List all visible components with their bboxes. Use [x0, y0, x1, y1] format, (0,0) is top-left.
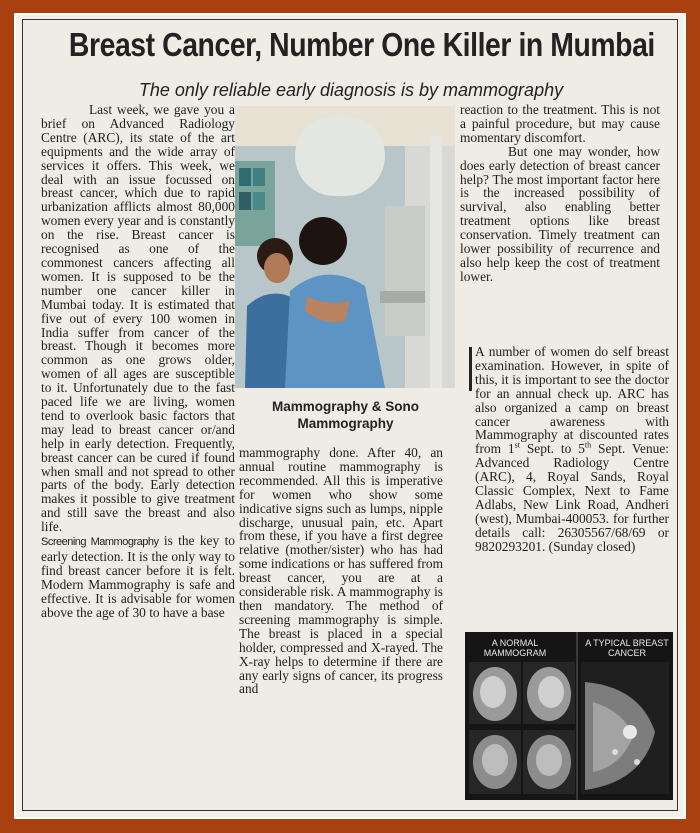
xray-label-normal: A NORMAL MAMMOGRAM — [483, 638, 547, 658]
photo-caption: Mammography & Sono Mammography — [271, 399, 419, 431]
column-2 — [239, 446, 443, 696]
headline: Breast Cancer, Number One Killer in Mumbai — [68, 26, 655, 63]
mammogram-comparison-image — [465, 632, 673, 800]
xray-label-cancer: A TYPICAL BREAST CANCER — [585, 638, 669, 658]
mammography-photo — [235, 106, 455, 388]
column-1-text: Last week, we gave you a brief on Advanced Radiology Centre (ARC), its state of the art equipments and the wide array of services it offers. This week, we deal with an issue focussed on breast cancer, which due to rapid urbanization afflicts almost 80,000 women every year and is constantly on the rise. Breast cancer is recognised as one of the commonest cancers affecting all women. It is supposed to be the number one cancer killer in Mumbai today. It is estimated that five out of every 100 women in India suffer from cancer of the breast. Though it becomes more common as one grows older, women of all ages are susceptible to it. Unfortunately due to the fast paced life we are living, women tend to overlook basic factors that may lead to breast cancer or/and help in early detection. Frequently, breast cancer can be cured if found when small and not spread to other parts of the body. Early detection makes it possible to give treatment and still save the breast and also life. — [41, 102, 235, 535]
column-3-top — [460, 103, 660, 284]
column-3-paragraph-2: But one may wonder, how does early detection of breast cancer help? The most important factor here is the increased possibility of survival, also enabling better treatment options like breast conservation. Timely treatment can lower possibility of recurrence and also help keep the cost of treatment lower. — [460, 143, 660, 284]
superscript-th: th — [584, 440, 592, 450]
camp-text-part-1: A number of women do self breast examination. However, in spite of this, it is important to see the doctor for an annual check up. ARC has also organized a camp on breast cancer awareness with Mammography at discounted rates from 1 — [475, 344, 669, 457]
newspaper-clipping — [22, 19, 678, 811]
camp-text-part-2: Sept. to 5 — [519, 441, 585, 457]
column-2-text: mammography done. After 40, an annual routine mammography is recommended. All this is imperative for women who show some indicative signs such as lumps, nipple discharge, unusual pain, etc. Apart from these, if you have a first degree relative (mother/sister) who has had some indications or has suffered from breast cancer, you are at a considerable risk. A mammography is then mandatory. The method of screening mammography is simple. The breast is placed in a special holder, compressed and X-rayed. The X-ray helps to determine if there are any early signs of cancer, its progress and — [239, 445, 443, 697]
column-3-bottom — [475, 345, 669, 554]
sidebar-rule — [469, 347, 472, 391]
camp-text-part-3: Sept. Venue: Advanced Radiology Centre (ARC), 4, Royal Sands, Royal Classic Complex, Next to Fame Adlabs, New Link Road, Andheri (west), Mumbai-400053. for further details call: 26305567/68/69 or 9820293201. (Sunday closed) — [475, 441, 670, 554]
column-1-continued — [41, 534, 235, 619]
screening-heading: Screening Mammography — [41, 536, 159, 549]
column-3-camp-text — [475, 345, 669, 554]
subheadline: The only reliable early diagnosis is by mammography — [138, 80, 564, 100]
column-1 — [41, 103, 235, 620]
mammography-room-image — [235, 106, 455, 388]
column-1-after: is the key to early detection. It is the only way to find breast cancer before it is felt. Modern Mammography is safe and effective. It is advisable for women above the age of 30 to have a base — [41, 533, 235, 620]
superscript-st: st — [514, 440, 520, 450]
clipping-frame — [14, 13, 686, 819]
column-3-paragraph-1: reaction to the treatment. This is not a painful procedure, but may cause momentary discomfort. — [460, 102, 660, 145]
